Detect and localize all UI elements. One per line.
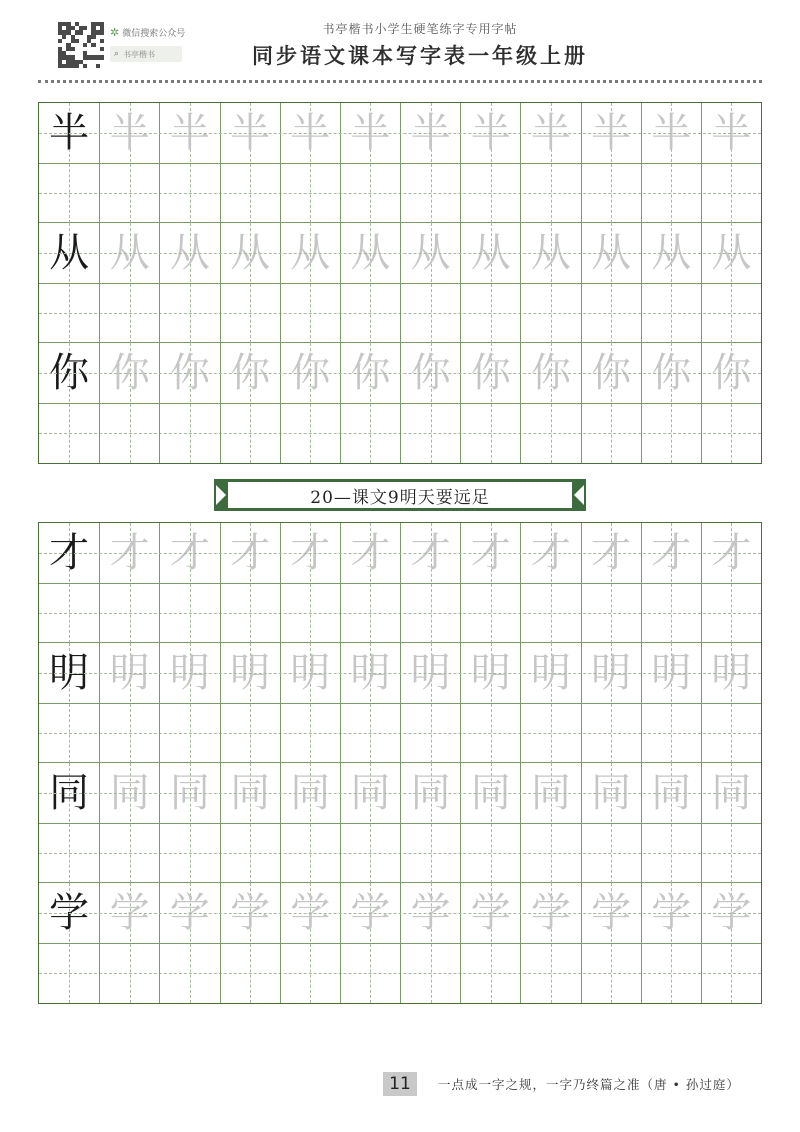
model-character: 你 [49, 350, 90, 396]
trace-character: 半 [410, 110, 451, 156]
trace-cell [280, 643, 340, 763]
trace-cell [520, 523, 580, 643]
wechat-icon: ✲ [110, 26, 120, 39]
trace-character: 明 [109, 650, 150, 696]
model-cell [39, 523, 99, 643]
trace-character: 才 [591, 530, 632, 576]
trace-cell [280, 343, 340, 463]
trace-cell [581, 643, 641, 763]
wechat-label [110, 26, 185, 39]
trace-character: 明 [470, 650, 511, 696]
model-character: 半 [49, 110, 90, 156]
practice-row [39, 103, 761, 223]
trace-character: 明 [651, 650, 692, 696]
trace-cell [641, 343, 701, 463]
trace-character: 学 [530, 890, 571, 936]
trace-character: 同 [530, 770, 571, 816]
practice-row [39, 883, 761, 1003]
trace-character: 学 [109, 890, 150, 936]
trace-cell [220, 223, 280, 343]
trace-character: 半 [470, 110, 511, 156]
trace-cell [220, 763, 280, 883]
practice-grid-1 [38, 102, 762, 464]
trace-character: 从 [470, 230, 511, 276]
trace-character: 你 [711, 350, 752, 396]
trace-character: 才 [530, 530, 571, 576]
trace-cell [520, 223, 580, 343]
trace-character: 你 [651, 350, 692, 396]
trace-cell [159, 523, 219, 643]
trace-cell [220, 643, 280, 763]
trace-character: 明 [711, 650, 752, 696]
search-box [110, 46, 182, 62]
trace-character: 从 [290, 230, 331, 276]
model-character: 同 [49, 770, 90, 816]
trace-character: 半 [109, 110, 150, 156]
header-divider [38, 80, 762, 83]
trace-cell [520, 883, 580, 1003]
trace-character: 你 [290, 350, 331, 396]
trace-cell [280, 223, 340, 343]
trace-character: 明 [230, 650, 271, 696]
trace-cell [400, 643, 460, 763]
trace-character: 学 [169, 890, 210, 936]
trace-character: 从 [651, 230, 692, 276]
section-banner [214, 479, 586, 511]
trace-character: 你 [530, 350, 571, 396]
trace-character: 明 [410, 650, 451, 696]
trace-character: 同 [651, 770, 692, 816]
trace-character: 半 [169, 110, 210, 156]
trace-character: 才 [169, 530, 210, 576]
model-character: 学 [49, 890, 90, 936]
qr-code [58, 22, 104, 68]
trace-cell [220, 103, 280, 223]
trace-cell [99, 343, 159, 463]
trace-character: 学 [470, 890, 511, 936]
trace-character: 半 [290, 110, 331, 156]
trace-character: 学 [651, 890, 692, 936]
practice-row [39, 763, 761, 883]
banner-right-arrow-icon [574, 485, 584, 505]
trace-character: 同 [290, 770, 331, 816]
trace-character: 你 [470, 350, 511, 396]
trace-cell [701, 643, 761, 763]
trace-character: 同 [470, 770, 511, 816]
model-cell [39, 883, 99, 1003]
trace-character: 才 [711, 530, 752, 576]
trace-character: 同 [109, 770, 150, 816]
trace-cell [159, 343, 219, 463]
trace-cell [280, 763, 340, 883]
trace-character: 同 [350, 770, 391, 816]
trace-character: 从 [109, 230, 150, 276]
trace-cell [520, 103, 580, 223]
trace-character: 你 [169, 350, 210, 396]
trace-cell [99, 523, 159, 643]
practice-row [39, 343, 761, 463]
trace-character: 你 [410, 350, 451, 396]
trace-cell [460, 343, 520, 463]
trace-character: 同 [230, 770, 271, 816]
trace-cell [159, 763, 219, 883]
trace-character: 才 [109, 530, 150, 576]
trace-cell [581, 343, 641, 463]
trace-character: 你 [350, 350, 391, 396]
practice-row [39, 643, 761, 763]
model-character: 明 [49, 650, 90, 696]
trace-cell [220, 883, 280, 1003]
trace-character: 学 [290, 890, 331, 936]
trace-cell [460, 223, 520, 343]
page-subtitle: 书亭楷书小学生硬笔练字专用字帖 [322, 22, 518, 36]
trace-cell [520, 763, 580, 883]
trace-cell [520, 643, 580, 763]
trace-character: 从 [230, 230, 271, 276]
trace-cell [340, 643, 400, 763]
trace-character: 半 [230, 110, 271, 156]
trace-cell [641, 103, 701, 223]
trace-character: 明 [350, 650, 391, 696]
trace-cell [99, 103, 159, 223]
trace-cell [159, 223, 219, 343]
page-footer [0, 1070, 800, 1100]
trace-cell [520, 343, 580, 463]
trace-character: 学 [350, 890, 391, 936]
trace-cell [159, 103, 219, 223]
trace-character: 从 [530, 230, 571, 276]
banner-left-arrow-icon [216, 485, 226, 505]
trace-character: 同 [169, 770, 210, 816]
trace-character: 从 [711, 230, 752, 276]
trace-cell [280, 883, 340, 1003]
trace-cell [641, 643, 701, 763]
trace-character: 同 [591, 770, 632, 816]
trace-cell [220, 343, 280, 463]
section-title: 20—课文9明天要远足 [228, 482, 572, 508]
trace-cell [99, 763, 159, 883]
trace-character: 学 [591, 890, 632, 936]
trace-cell [340, 523, 400, 643]
trace-cell [340, 883, 400, 1003]
practice-row [39, 523, 761, 643]
trace-character: 明 [169, 650, 210, 696]
trace-cell [99, 883, 159, 1003]
trace-cell [581, 223, 641, 343]
trace-cell [159, 883, 219, 1003]
trace-cell [701, 883, 761, 1003]
trace-cell [460, 883, 520, 1003]
trace-cell [159, 643, 219, 763]
trace-character: 从 [350, 230, 391, 276]
trace-cell [220, 523, 280, 643]
trace-cell [340, 763, 400, 883]
trace-character: 才 [290, 530, 331, 576]
search-text: 书亭楷书 [123, 49, 156, 59]
search-icon: ⌕ [114, 49, 120, 59]
trace-character: 半 [711, 110, 752, 156]
trace-character: 你 [230, 350, 271, 396]
trace-cell [641, 883, 701, 1003]
trace-cell [641, 223, 701, 343]
trace-character: 才 [350, 530, 391, 576]
trace-character: 你 [591, 350, 632, 396]
page-number: 11 [383, 1072, 417, 1096]
practice-row [39, 223, 761, 343]
trace-cell [701, 523, 761, 643]
trace-cell [460, 643, 520, 763]
trace-cell [99, 643, 159, 763]
trace-character: 从 [410, 230, 451, 276]
trace-cell [581, 523, 641, 643]
trace-character: 同 [711, 770, 752, 816]
trace-character: 明 [530, 650, 571, 696]
trace-character: 学 [711, 890, 752, 936]
model-character: 才 [49, 530, 90, 576]
model-cell [39, 643, 99, 763]
trace-cell [340, 343, 400, 463]
trace-cell [280, 523, 340, 643]
model-cell [39, 343, 99, 463]
trace-cell [701, 223, 761, 343]
practice-grid-2 [38, 522, 762, 1004]
trace-character: 半 [591, 110, 632, 156]
trace-cell [460, 523, 520, 643]
trace-cell [460, 763, 520, 883]
trace-cell [280, 103, 340, 223]
trace-character: 你 [109, 350, 150, 396]
trace-cell [581, 883, 641, 1003]
trace-cell [400, 223, 460, 343]
trace-character: 学 [410, 890, 451, 936]
trace-character: 学 [230, 890, 271, 936]
trace-character: 才 [230, 530, 271, 576]
page-title: 同步语文课本写字表一年级上册 [252, 43, 588, 68]
trace-cell [460, 103, 520, 223]
trace-cell [701, 103, 761, 223]
trace-cell [641, 763, 701, 883]
trace-character: 半 [530, 110, 571, 156]
model-character: 从 [49, 230, 90, 276]
trace-cell [581, 103, 641, 223]
trace-cell [641, 523, 701, 643]
trace-cell [701, 763, 761, 883]
trace-cell [400, 343, 460, 463]
trace-character: 同 [410, 770, 451, 816]
trace-cell [340, 103, 400, 223]
model-cell [39, 103, 99, 223]
trace-character: 明 [591, 650, 632, 696]
trace-character: 从 [169, 230, 210, 276]
trace-cell [701, 343, 761, 463]
trace-character: 才 [651, 530, 692, 576]
trace-cell [581, 763, 641, 883]
trace-character: 才 [410, 530, 451, 576]
trace-character: 从 [591, 230, 632, 276]
trace-character: 半 [350, 110, 391, 156]
trace-cell [400, 883, 460, 1003]
wechat-label-text: 微信搜索公众号 [122, 29, 186, 39]
footer-quote: 一点成一字之规，一字乃终篇之准（唐 • 孙过庭） [438, 1077, 740, 1092]
model-cell [39, 763, 99, 883]
trace-cell [400, 523, 460, 643]
trace-character: 半 [651, 110, 692, 156]
trace-character: 才 [470, 530, 511, 576]
trace-character: 明 [290, 650, 331, 696]
trace-cell [99, 223, 159, 343]
trace-cell [400, 763, 460, 883]
trace-cell [340, 223, 400, 343]
trace-cell [400, 103, 460, 223]
page-header [0, 0, 800, 85]
model-cell [39, 223, 99, 343]
